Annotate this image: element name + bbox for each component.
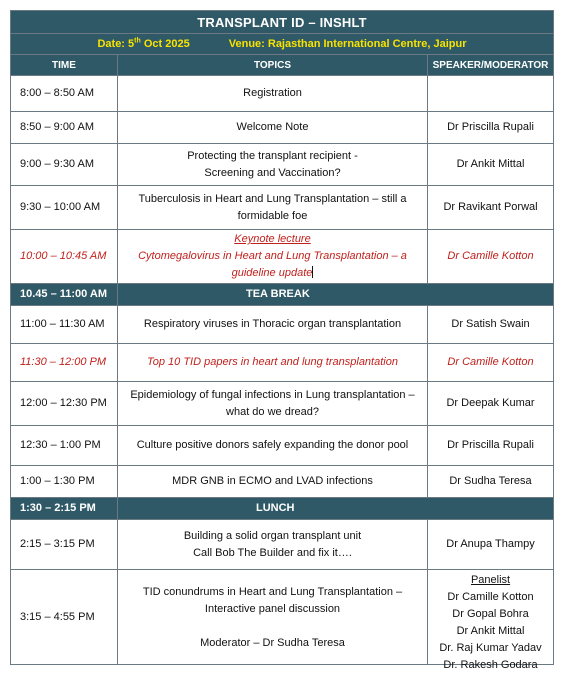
table-row <box>11 520 554 570</box>
topic-line: Protecting the transplant recipient - <box>187 149 358 162</box>
topic-line: Epidemiology of fungal infections in Lung transplantation – <box>130 388 415 401</box>
session-time: 9:00 – 9:30 AM <box>11 144 118 186</box>
session-speaker: Dr Priscilla Rupali <box>428 112 554 144</box>
session-speaker: Dr Camille Kotton <box>428 230 554 284</box>
session-topic <box>118 230 428 284</box>
session-speaker: Dr Priscilla Rupali <box>428 426 554 466</box>
session-topic: Culture positive donors safely expanding the donor pool <box>118 426 428 466</box>
session-time: 8:00 – 8:50 AM <box>11 76 118 112</box>
session-time: 8:50 – 9:00 AM <box>11 112 118 144</box>
session-time: 9:30 – 10:00 AM <box>11 186 118 230</box>
break-row <box>11 284 554 306</box>
col-header-topics: TOPICS <box>118 55 428 76</box>
panelist-cell <box>428 570 554 671</box>
session-topic: Registration <box>118 76 428 112</box>
session-topic: Welcome Note <box>118 112 428 144</box>
topic-line: Call Bob The Builder and fix it…. <box>193 546 352 559</box>
table-row <box>11 186 554 230</box>
session-speaker: Dr Satish Swain <box>428 306 554 344</box>
session-time: 10.45 – 11:00 AM <box>11 284 118 306</box>
table-row <box>11 466 554 498</box>
session-topic <box>118 520 428 570</box>
column-header-row <box>11 55 554 76</box>
topic-line: TID conundrums in Heart and Lung Transplantation – <box>142 586 403 598</box>
session-time: 1:00 – 1:30 PM <box>11 466 118 498</box>
session-speaker: Dr Deepak Kumar <box>428 382 554 426</box>
topic-line: Building a solid organ transplant unit <box>183 529 362 542</box>
session-time: 12:00 – 12:30 PM <box>11 382 118 426</box>
table-row <box>11 426 554 466</box>
session-topic <box>118 570 428 665</box>
session-topic <box>118 144 428 186</box>
session-time: 12:30 – 1:00 PM <box>11 426 118 466</box>
schedule-table <box>10 10 554 671</box>
table-row-panel <box>11 570 554 665</box>
session-time: 1:30 – 2:15 PM <box>11 498 118 520</box>
topic-line: what do we dread? <box>226 405 319 418</box>
panelist-wrap <box>432 570 549 671</box>
table-row <box>11 382 554 426</box>
panelist-name: Dr. Rakesh Godara <box>443 659 538 671</box>
session-topic: MDR GNB in ECMO and LVAD infections <box>118 466 428 498</box>
session-time: 2:15 – 3:15 PM <box>11 520 118 570</box>
event-venue: Venue: Rajasthan International Centre, Jaipur <box>228 37 467 50</box>
session-time: 10:00 – 10:45 AM <box>11 230 118 284</box>
date-suffix: th <box>134 36 141 44</box>
topic-line: guideline update <box>231 267 313 279</box>
table-row <box>11 76 554 112</box>
session-speaker: Dr Ankit Mittal <box>428 144 554 186</box>
topic-line: Interactive panel discussion <box>204 603 341 615</box>
panelist-name: Dr. Raj Kumar Yadav <box>439 642 542 654</box>
event-title: TRANSPLANT ID – INSHLT <box>11 11 554 34</box>
break-label: LUNCH <box>118 498 554 520</box>
session-speaker: Dr Sudha Teresa <box>428 466 554 498</box>
table-row-keynote <box>11 230 554 284</box>
session-time: 11:30 – 12:00 PM <box>11 344 118 382</box>
session-speaker: Dr Anupa Thampy <box>428 520 554 570</box>
session-speaker: Dr Ravikant Porwal <box>428 186 554 230</box>
panelist-name: Dr Gopal Bohra <box>452 608 529 620</box>
session-topic: Respiratory viruses in Thoracic organ transplantation <box>118 306 428 344</box>
date-rest: Oct 2025 <box>140 37 190 50</box>
panelist-name: Dr Ankit Mittal <box>456 625 525 637</box>
col-header-speaker: SPEAKER/MODERATOR <box>428 55 554 76</box>
panelist-heading: Panelist <box>470 574 511 586</box>
table-row <box>11 112 554 144</box>
session-topic: Top 10 TID papers in heart and lung transplantation <box>118 344 428 382</box>
session-speaker <box>428 76 554 112</box>
break-row <box>11 498 554 520</box>
schedule-sheet <box>10 10 553 671</box>
topic-line: formidable foe <box>237 209 308 222</box>
break-label: TEA BREAK <box>118 284 554 306</box>
panelist-name: Dr Camille Kotton <box>447 591 534 603</box>
topic-line: Cytomegalovirus in Heart and Lung Transplantation – a <box>138 250 407 262</box>
event-meta <box>11 34 554 55</box>
session-topic <box>118 382 428 426</box>
panel-moderator: Moderator – Dr Sudha Teresa <box>200 637 345 649</box>
meta-row <box>11 34 554 55</box>
keynote-label: Keynote lecture <box>234 233 311 245</box>
table-row <box>11 306 554 344</box>
text-cursor <box>312 266 313 278</box>
col-header-time: TIME <box>11 55 118 76</box>
title-row <box>11 11 554 34</box>
session-speaker: Dr Camille Kotton <box>428 344 554 382</box>
session-time: 11:00 – 11:30 AM <box>11 306 118 344</box>
topic-line: Screening and Vaccination? <box>204 166 341 179</box>
event-date <box>97 38 189 50</box>
date-label: Date: 5 <box>97 37 135 50</box>
panel-topic-wrap <box>122 570 423 664</box>
session-time: 3:15 – 4:55 PM <box>11 570 118 665</box>
topic-line: Tuberculosis in Heart and Lung Transplantation – still a <box>138 192 407 205</box>
table-row <box>11 144 554 186</box>
table-row-highlight <box>11 344 554 382</box>
session-topic <box>118 186 428 230</box>
